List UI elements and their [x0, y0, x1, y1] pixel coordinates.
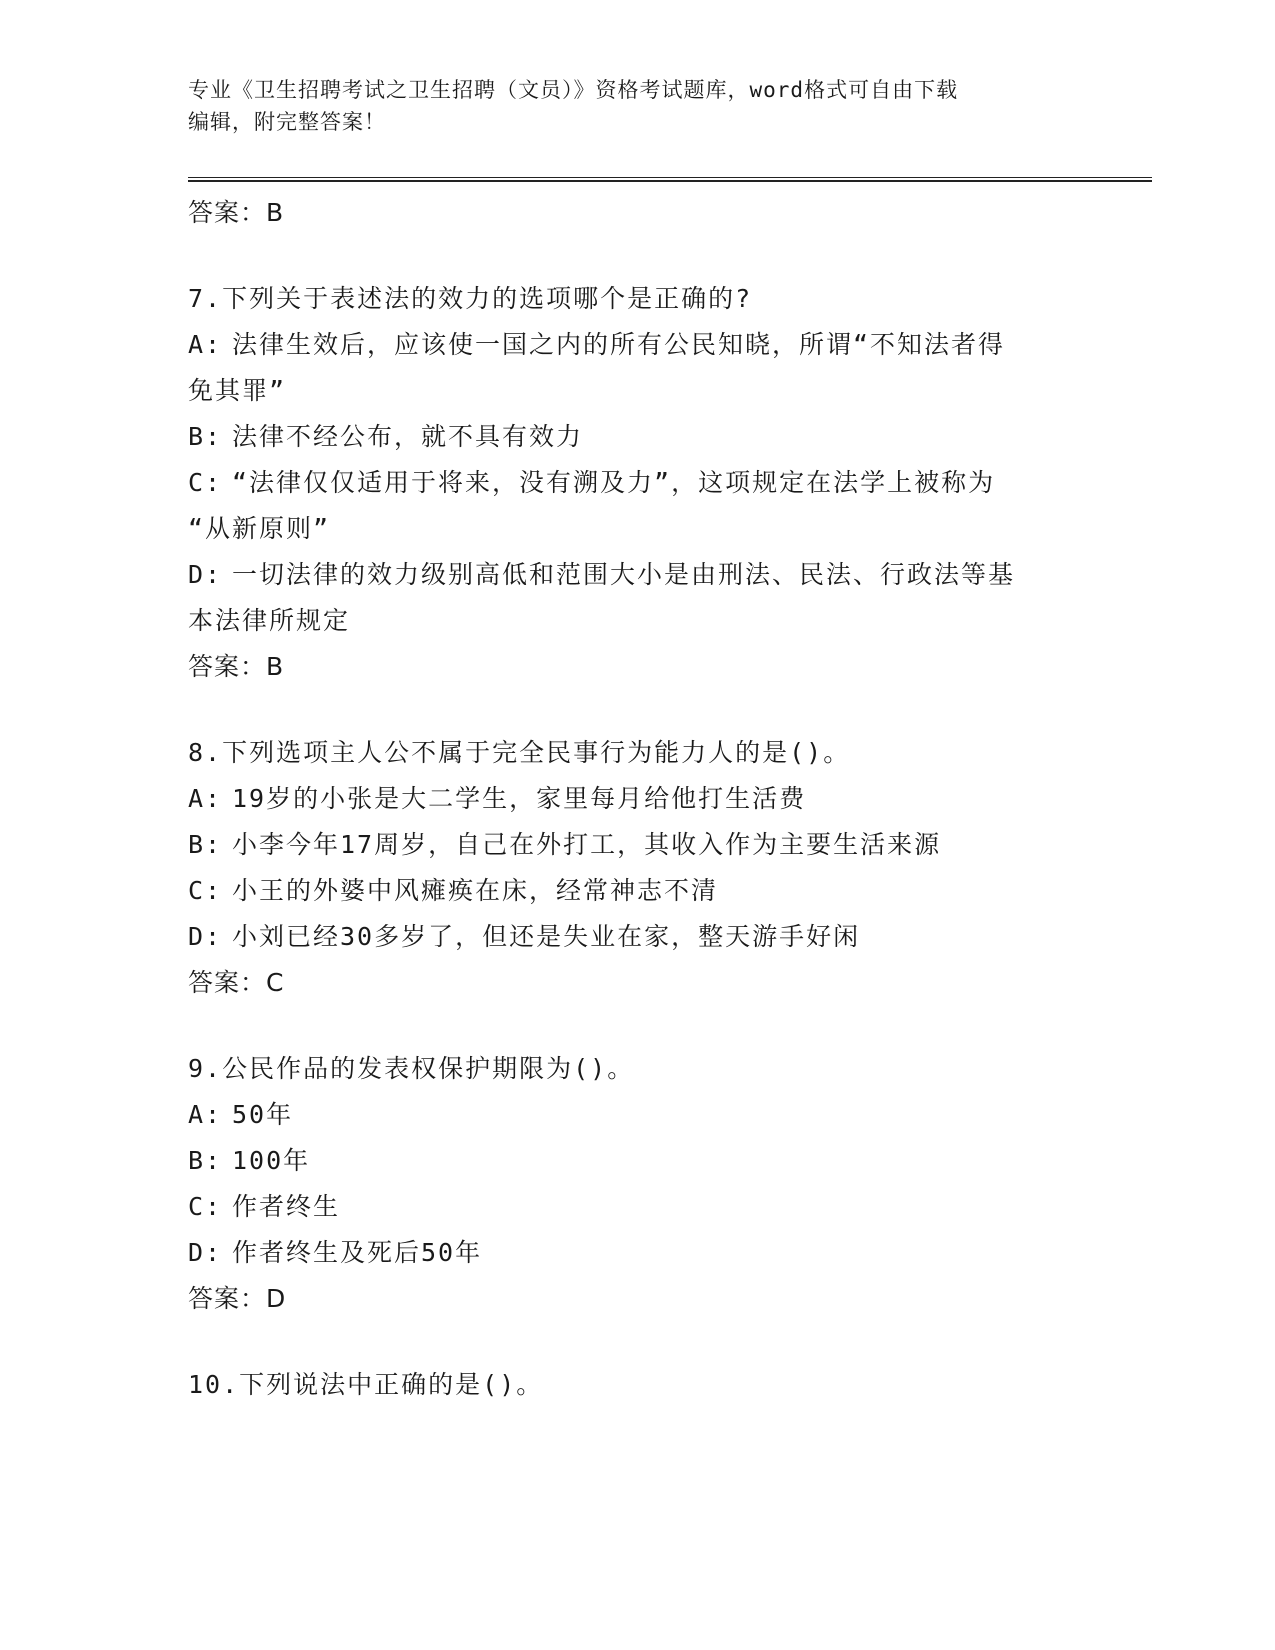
option-line [188, 460, 1088, 506]
question-block [188, 276, 1088, 690]
option-line [188, 1092, 1088, 1138]
option-text: 作者终生及死后50年 [232, 1238, 483, 1267]
option-text: 19岁的小张是大二学生，家里每月给他打生活费 [232, 784, 807, 813]
question-block [188, 730, 1088, 1006]
option-label: A: [188, 784, 223, 813]
option-line [188, 552, 1088, 598]
option-line [188, 868, 1088, 914]
option-line [188, 368, 1088, 414]
document-header [188, 74, 1088, 138]
option-text: 100年 [232, 1146, 311, 1175]
option-label: D: [188, 922, 223, 951]
option-line [188, 1230, 1088, 1276]
answer-line: 答案：D [188, 1284, 287, 1313]
option-label: C: [188, 1192, 223, 1221]
option-text: 小李今年17周岁，自己在外打工，其收入作为主要生活来源 [232, 830, 942, 859]
question-text: 9.公民作品的发表权保护期限为()。 [188, 1054, 635, 1083]
header-divider-thick [188, 180, 1152, 182]
option-text: 50年 [232, 1100, 294, 1129]
option-text: 小王的外婆中风瘫痪在床，经常神志不清 [232, 876, 719, 905]
option-text: 小刘已经30多岁了，但还是失业在家，整天游手好闲 [232, 922, 861, 951]
option-label: C: [188, 876, 223, 905]
option-label: B: [188, 422, 223, 451]
question-text: 10.下列说法中正确的是()。 [188, 1370, 544, 1399]
option-text: 法律生效后，应该使一国之内的所有公民知晓，所谓“不知法者得 [232, 330, 1006, 359]
answer-line: 答案：B [188, 198, 285, 227]
option-label: C: [188, 468, 223, 497]
option-line [188, 1138, 1088, 1184]
option-line [188, 822, 1088, 868]
option-line [188, 1184, 1088, 1230]
option-label: A: [188, 330, 223, 359]
question-text: 8.下列选项主人公不属于完全民事行为能力人的是()。 [188, 738, 851, 767]
option-label: D: [188, 560, 223, 589]
option-text: 本法律所规定 [188, 606, 351, 635]
header-line-1: 专业《卫生招聘考试之卫生招聘（文员）》资格考试题库，word格式可自由下载 [188, 78, 959, 102]
question-block [188, 1046, 1088, 1322]
option-line [188, 506, 1088, 552]
header-divider-thin [188, 177, 1152, 178]
option-line [188, 914, 1088, 960]
answer-line: 答案：B [188, 652, 285, 681]
option-text: 法律不经公布，就不具有效力 [232, 422, 584, 451]
option-text: 免其罪” [188, 376, 287, 405]
option-text: 一切法律的效力级别高低和范围大小是由刑法、民法、行政法等基 [232, 560, 1016, 589]
document-content [188, 190, 1088, 1408]
option-label: B: [188, 830, 223, 859]
option-line [188, 776, 1088, 822]
option-label: D: [188, 1238, 223, 1267]
option-line [188, 414, 1088, 460]
question-block [188, 1362, 1088, 1408]
header-line-2: 编辑，附完整答案！ [188, 110, 386, 134]
option-text: “从新原则” [188, 514, 331, 543]
question-text: 7.下列关于表述法的效力的选项哪个是正确的? [188, 284, 753, 313]
option-label: B: [188, 1146, 223, 1175]
option-line [188, 598, 1088, 644]
answer-line: 答案：C [188, 968, 285, 997]
option-line [188, 322, 1088, 368]
option-label: A: [188, 1100, 223, 1129]
option-text: 作者终生 [232, 1192, 341, 1221]
option-text: “法律仅仅适用于将来，没有溯及力”，这项规定在法学上被称为 [232, 468, 996, 497]
